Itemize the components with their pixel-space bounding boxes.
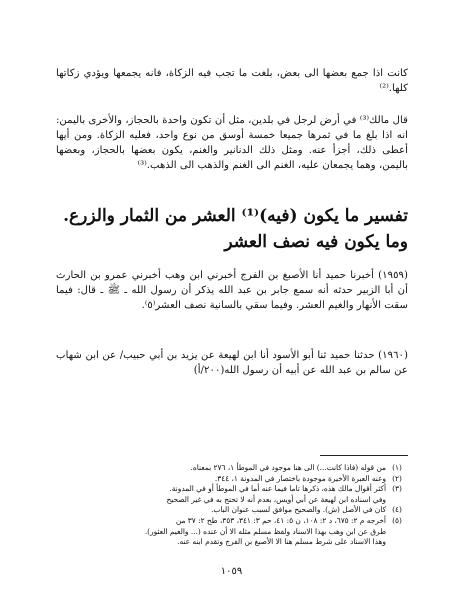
footnote [62, 474, 408, 485]
footnote-number: (٥) [392, 515, 402, 525]
paragraph-malik-saying: قال مالك⁽³⁾ في أرض لرجل في بلدين، مثل أن تكون واحدة بالحجاز، والأخرى باليمن: انه اذا بلغ ما في ثمرها جميعا خمسة أوسق من نوع واحد، فعليه الزكاة. ومن أيها أعطى ذلك، أجزأ عنه. ومثل ذلك الدنانير والغنم، يكون بعضها بالحجاز، وبعضها باليمن، وهما يجمعان عليه، الغنم الى الغنم والذهب الى الذهب.⁽³⁾ [56, 115, 408, 171]
footnote-text: طرق عن ابن وهب بهذا الاسناد ولفظ مسلم مثله الا أن عنده (... والغيم العثور). [144, 526, 386, 536]
footnote-number: (١) [392, 463, 402, 472]
footnote-divider [320, 455, 408, 456]
footnote [62, 516, 408, 527]
page-number: ١٠٥٩ [220, 566, 243, 577]
footnote [62, 463, 408, 474]
paragraph-continuation: كانت اذا جمع بعضها الى بعض، بلغت ما تجب فيه الزكاة، فانه يجمعها ويؤدي زكاتها كلها.⁽²⁾ [56, 68, 408, 94]
footnote-number: (٣) [392, 484, 402, 494]
footnotes [62, 463, 408, 548]
footnote [62, 527, 408, 538]
footnote-text: كان في الأصل (ش). والصحيح موافق لسبب عنوان الباب. [211, 505, 386, 515]
hadith-1959: (١٩٥٩) أخبرنا حميد أنا الأصبغ بن الفرج أخبرني ابن وهب أخبرني عمرو بن الحارث أن أبا الزبير حدثه أنه سمع جابر بن عبد الله يذكر أن رسول الله ـ ﷺ ـ قال: فيما سقت الأنهار والغيم العشر. وفيما سقي بالسانية نصف العشر⁽٥⁾. [56, 270, 408, 311]
hadith-1960: (١٩٦٠) حدثنا حميد ثنا أبو الأسود أنا ابن لهيعة عن يزيد بن أبي حبيب/ عن ابن شهاب عن سالم بن عبد الله عن أبيه أن رسول الله(٢٠٠/أ) [56, 350, 408, 376]
footnote [62, 495, 408, 506]
footnote-text: وفي اسناده ابن لهيعة عن أبي أويس، بعدم أنه لا تحتج به في غير الصحيح [166, 494, 386, 504]
footnote-text: أكثر أقوال مالك هذه، ذكرها تاما فيما عنه أما في الموطأ أو في المدونة. [169, 484, 386, 494]
footnote [62, 505, 408, 516]
footnote-text: وعنه العبرة الأخيرة موجودة باختصار في المدونة ١، ٣٤٤. [214, 473, 386, 483]
footnote [62, 537, 408, 548]
footnote-number: (٤) [392, 505, 402, 515]
footnote-text: وهذا الاسناد على شرط مسلم هنا الا الأصبغ بن الفرج وتقدم ابنه عنه. [177, 537, 386, 547]
footnote-text: أخرجه م ٢: ٦٧٥، د ٢: ١٠٨، ن ٥: ٤١، حم ٣: ٣٤١، ٣٥٣، طح ٢: ٣٧ من [175, 515, 386, 525]
footnote-number: (٢) [392, 473, 402, 483]
footnote [62, 484, 408, 495]
section-heading: تفسير ما يكون (فيه)⁽¹⁾ العشر من الثمار والزرع. وما يكون فيه نصف العشر [63, 206, 408, 252]
footnote-text: من قوله (فاذا كانت...) الى هنا موجود في الموطأ ١، ٢٧٦ بمعناه. [190, 463, 386, 472]
